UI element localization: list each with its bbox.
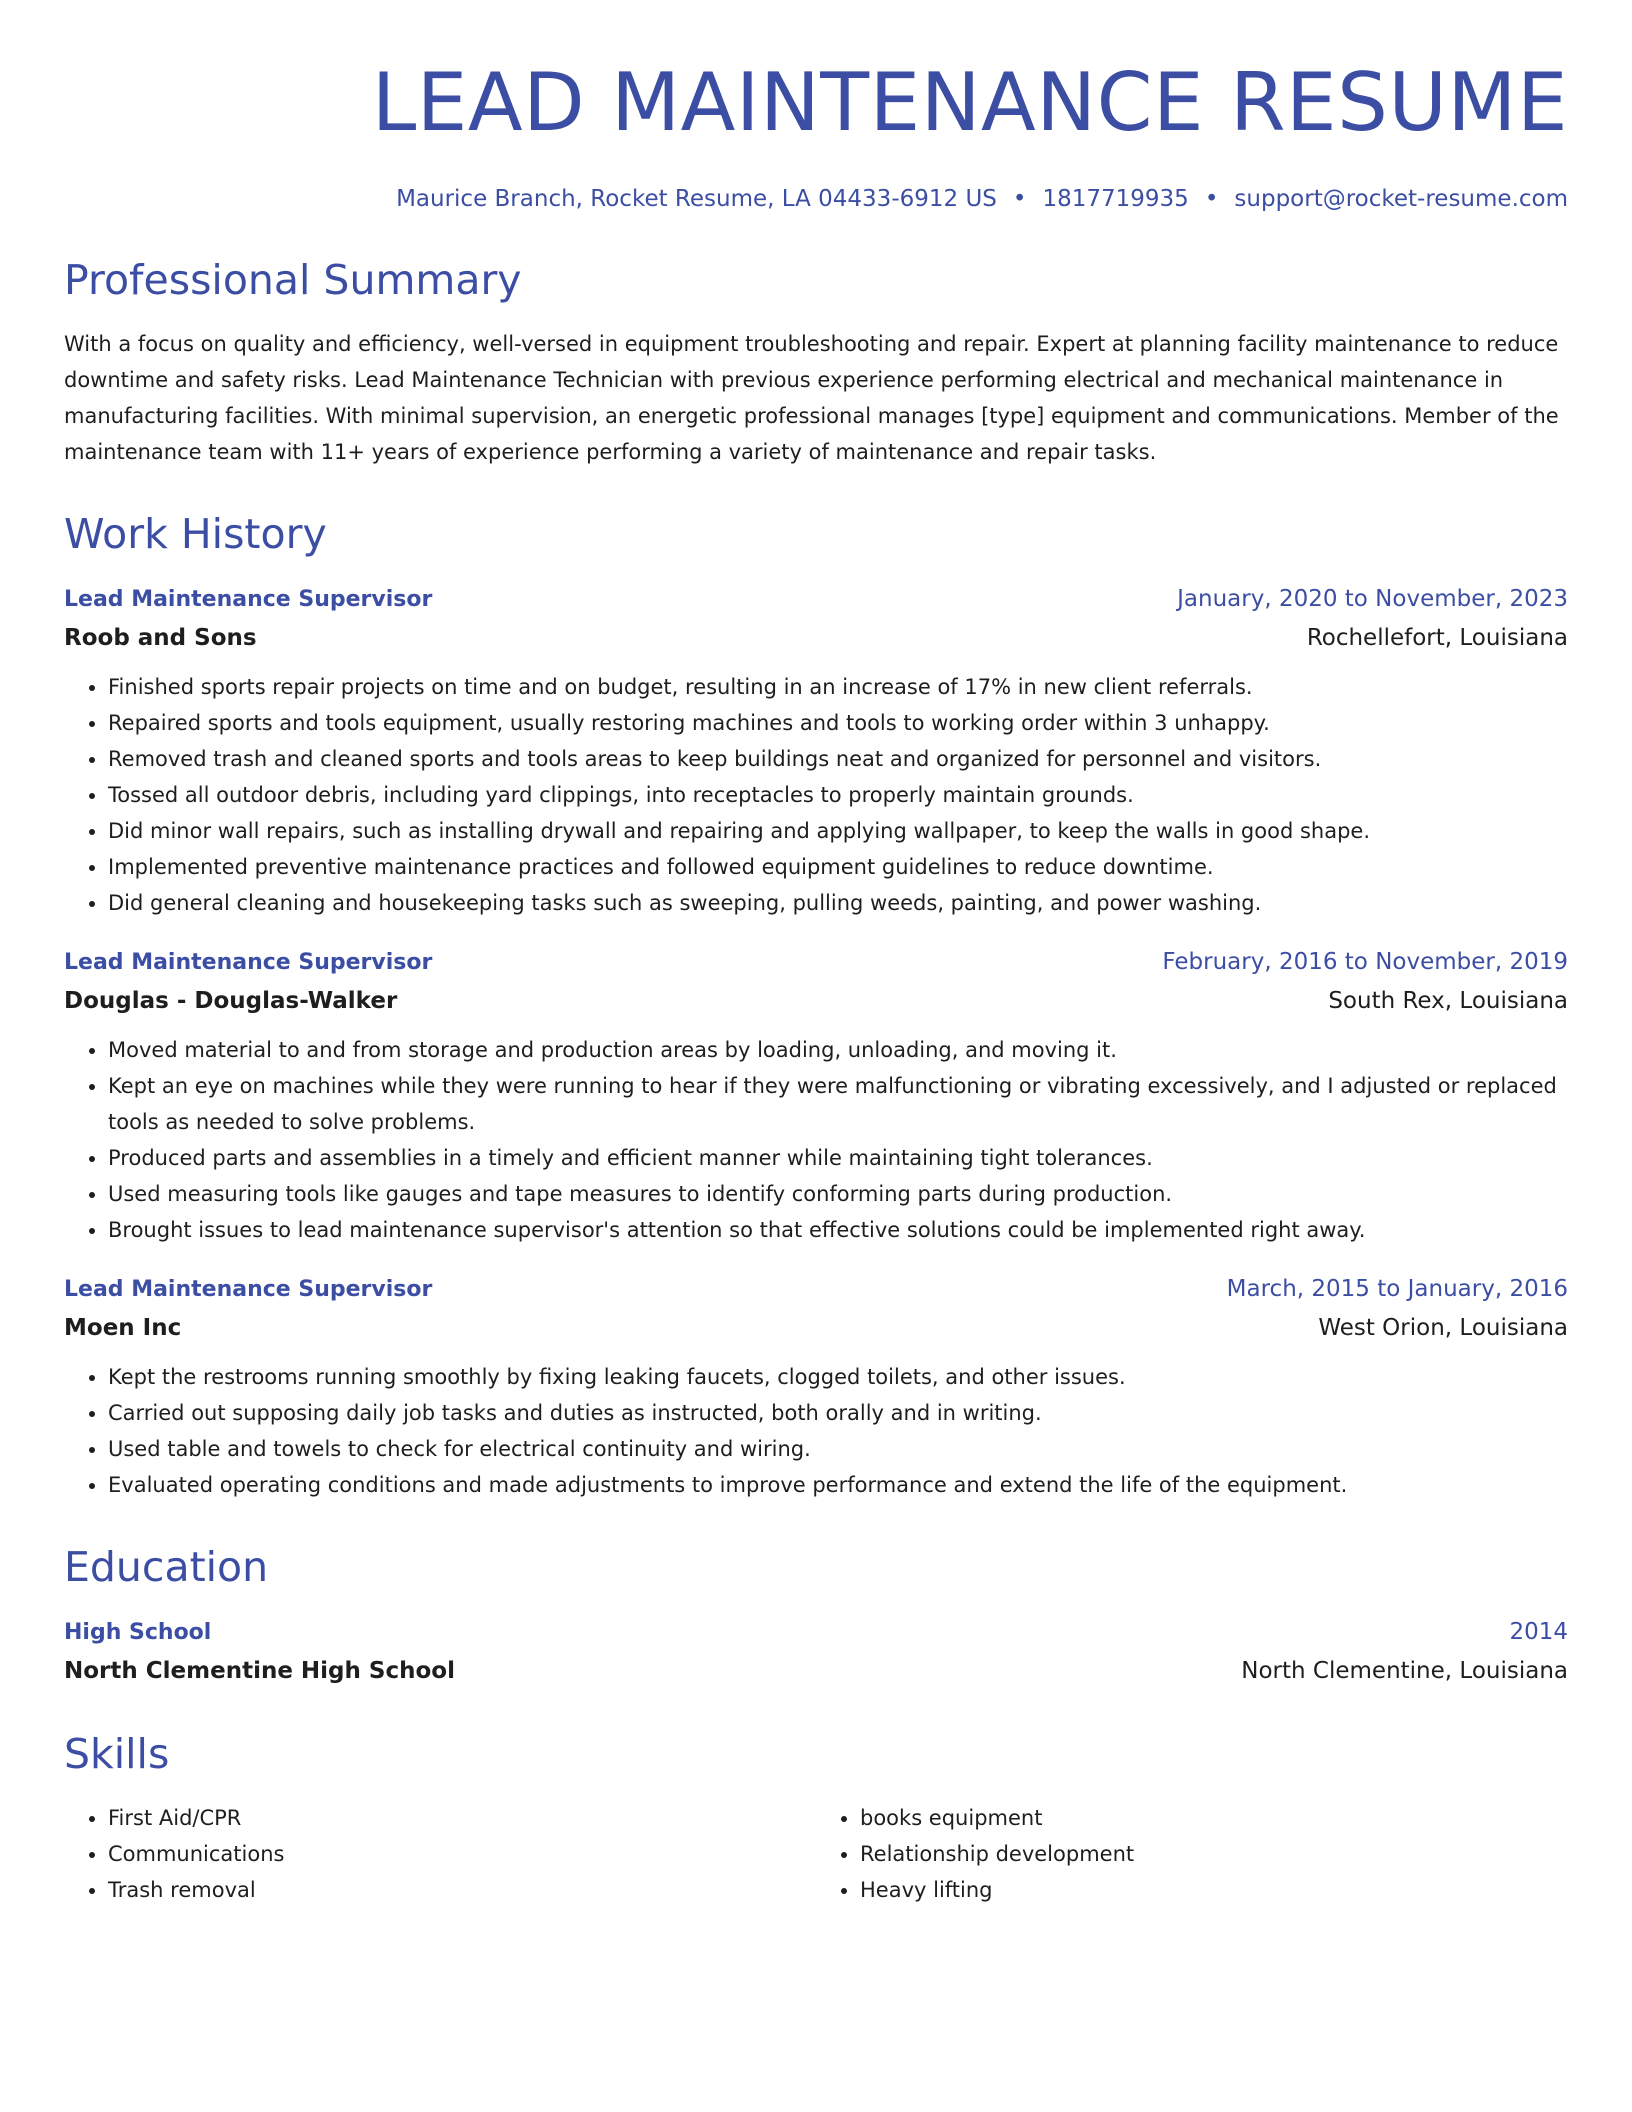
job-bullet: • Did general cleaning and housekeeping tasks such as sweeping, pulling weeds, painting, and power washing.: [108, 885, 1568, 921]
job-dates: March, 2015 to January, 2016: [1226, 1276, 1568, 1302]
skills-column-left: [64, 1800, 816, 1908]
skill-item: • Relationship development: [860, 1836, 1568, 1872]
job-bullet: • Tossed all outdoor debris, including yard clippings, into receptacles to properly maintain grounds.: [108, 777, 1568, 813]
job-title: Lead Maintenance Supervisor: [64, 1277, 433, 1302]
skill-item: • Heavy lifting: [860, 1872, 1568, 1908]
education-year: 2014: [1509, 1619, 1568, 1645]
job-bullet: • Produced parts and assemblies in a timely and efficient manner while maintaining tight tolerances.: [108, 1140, 1568, 1176]
job-bullet: • Brought issues to lead maintenance supervisor's attention so that effective solutions could be implemented right away.: [108, 1212, 1568, 1248]
job-location: Rochellefort, Louisiana: [1306, 625, 1568, 651]
job-bullet: • Implemented preventive maintenance practices and followed equipment guidelines to reduce downtime.: [108, 849, 1568, 885]
education-heading: Education: [64, 1543, 269, 1591]
job-bullet: • Carried out supposing daily job tasks and duties as instructed, both orally and in writing.: [108, 1395, 1568, 1431]
skill-item: • Trash removal: [108, 1872, 816, 1908]
job-location: West Orion, Louisiana: [1318, 1315, 1568, 1341]
job-title: Lead Maintenance Supervisor: [64, 950, 433, 975]
job-entry: [64, 580, 1568, 921]
job-bullet: • Moved material to and from storage and production areas by loading, unloading, and moving it.: [108, 1032, 1568, 1068]
contact-phone: 1817719935: [1042, 186, 1189, 212]
job-company: Roob and Sons: [64, 625, 257, 651]
job-bullet: • Kept the restrooms running smoothly by fixing leaking faucets, clogged toilets, and other issues.: [108, 1359, 1568, 1395]
contact-line: [64, 182, 1568, 216]
job-bullet: • Finished sports repair projects on time and on budget, resulting in an increase of 17% in new client referrals.: [108, 669, 1568, 705]
contact-separator: •: [1204, 186, 1219, 212]
job-bullet: • Did minor wall repairs, such as installing drywall and repairing and applying wallpaper, to keep the walls in good shape.: [108, 813, 1568, 849]
education-location: North Clementine, Louisiana: [1241, 1658, 1568, 1684]
job-entry: [64, 943, 1568, 1248]
education-degree: High School: [64, 1620, 212, 1645]
contact-address: Maurice Branch, Rocket Resume, LA 04433-6912 US: [396, 186, 997, 212]
job-bullet: • Removed trash and cleaned sports and tools areas to keep buildings neat and organized for personnel and visitors.: [108, 741, 1568, 777]
job-bullets: [64, 1032, 1568, 1248]
work-history-heading: Work History: [64, 510, 327, 558]
skill-item: • First Aid/CPR: [108, 1800, 816, 1836]
job-company: Douglas - Douglas-Walker: [64, 988, 398, 1014]
skills-column-right: [816, 1800, 1568, 1908]
job-bullet: • Used table and towels to check for electrical continuity and wiring.: [108, 1431, 1568, 1467]
job-bullet: • Evaluated operating conditions and made adjustments to improve performance and extend the life of the equipment.: [108, 1467, 1568, 1503]
job-bullet: • Used measuring tools like gauges and tape measures to identify conforming parts during production.: [108, 1176, 1568, 1212]
contact-separator: •: [1012, 186, 1027, 212]
resume-title: LEAD MAINTENANCE RESUME: [371, 56, 1568, 149]
job-dates: January, 2020 to November, 2023: [1177, 586, 1568, 612]
skills-heading: Skills: [64, 1730, 170, 1778]
contact-email: support@rocket-resume.com: [1234, 186, 1568, 212]
education-school: North Clementine High School: [64, 1658, 455, 1684]
summary-heading: Professional Summary: [64, 256, 522, 304]
skill-item: • books equipment: [860, 1800, 1568, 1836]
job-location: South Rex, Louisiana: [1328, 988, 1568, 1014]
job-bullets: [64, 669, 1568, 921]
education-entry: [64, 1613, 1568, 1690]
skill-item: • Communications: [108, 1836, 816, 1872]
summary-text: With a focus on quality and efficiency, well-versed in equipment troubleshooting and repair. Expert at planning facility maintenance to reduce downtime and safety risks. Lead Maintenance Technician with previous experience performing electrical and mechanical maintenance in manufacturing facilities. With minimal supervision, an energetic professional manages [type] equipment and communications. Member of the maintenance team with 11+ years of experience performing a variety of maintenance and repair tasks.: [64, 332, 1559, 464]
job-bullet: • Repaired sports and tools equipment, usually restoring machines and tools to working order within 3 unhappy.: [108, 705, 1568, 741]
job-bullets: [64, 1359, 1568, 1503]
job-company: Moen Inc: [64, 1315, 182, 1341]
job-title: Lead Maintenance Supervisor: [64, 587, 433, 612]
job-entry: [64, 1270, 1568, 1503]
skills-list: [64, 1800, 1568, 1908]
job-dates: February, 2016 to November, 2019: [1162, 949, 1568, 975]
job-bullet: • Kept an eye on machines while they were running to hear if they were malfunctioning or vibrating excessively, and I adjusted or replaced tools as needed to solve problems.: [108, 1068, 1568, 1140]
